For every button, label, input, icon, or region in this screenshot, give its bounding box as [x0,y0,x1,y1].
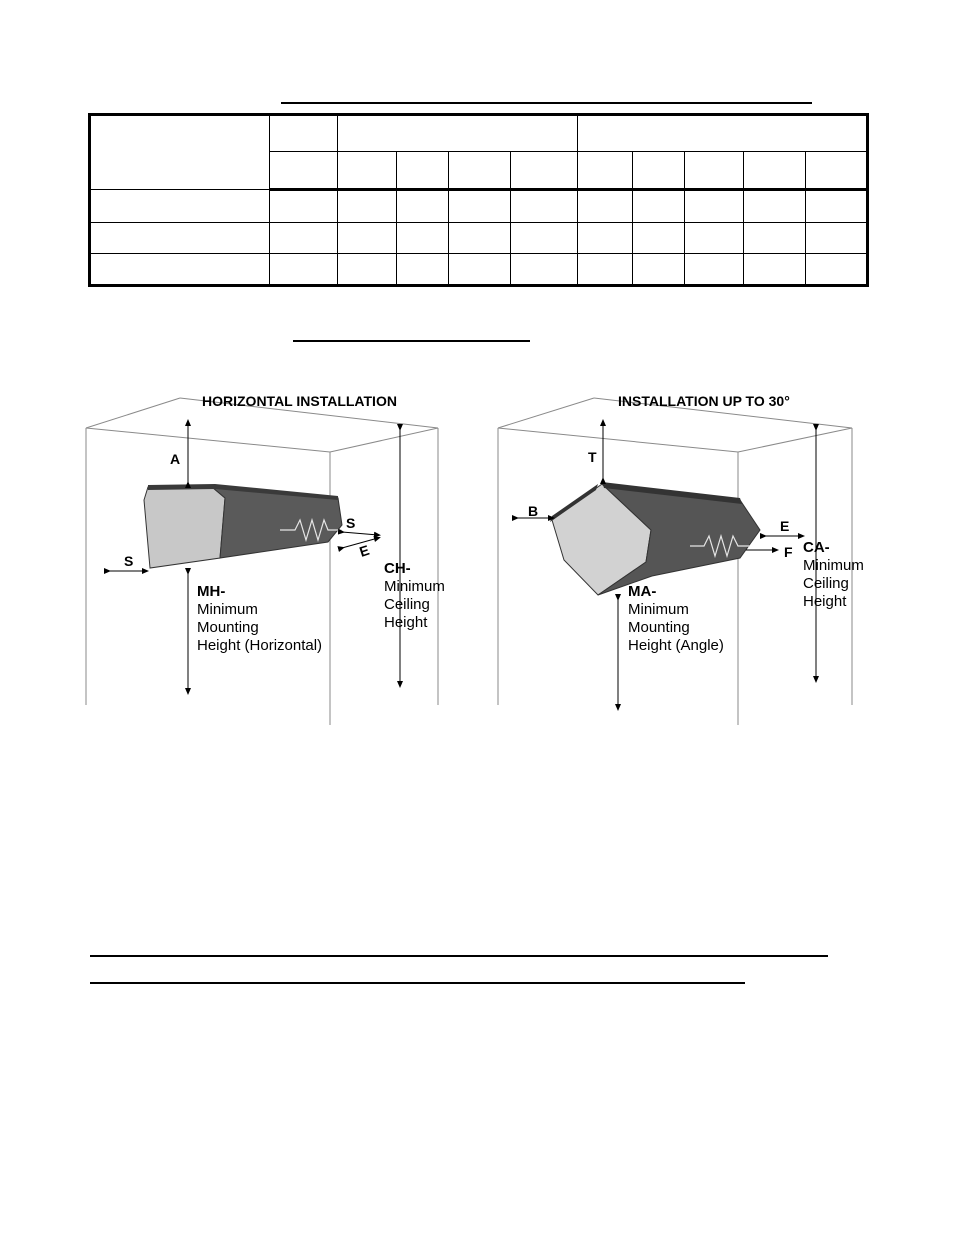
table-cell [685,253,744,285]
header-group-horizontal [338,115,578,152]
table-cell [806,253,868,285]
table-cell [744,190,806,222]
table-cell [338,190,397,222]
footer-rule-2 [90,982,745,984]
header-cell-model [90,115,270,190]
horizontal-installation-diagram [80,380,460,725]
table-cell [511,253,578,285]
ca-caption-code: CA- [803,539,830,556]
label-s-right: S [346,515,356,531]
header-cell [578,152,633,190]
table-cell [270,190,338,222]
table-cell [806,222,868,253]
table-cell [578,190,633,222]
table-cell [578,253,633,285]
table-cell [744,253,806,285]
ch-caption-line: Height [384,614,428,631]
header-cell [685,152,744,190]
table-cell [449,253,511,285]
header-cell [511,152,578,190]
ma-caption-code: MA- [628,583,657,600]
table-cell [270,222,338,253]
ch-caption-line: Minimum [384,578,445,595]
dimension-s-right-arrow [342,532,378,535]
table-cell [270,253,338,285]
label-e: E [357,541,372,560]
table-cell [449,190,511,222]
diagram-title-rule [293,340,530,342]
mh-caption-line: Mounting [197,619,259,636]
horizontal-title: HORIZONTAL INSTALLATION [202,393,397,409]
ca-caption-line: Ceiling [803,575,849,592]
header-cell [633,152,685,190]
header-cell [270,115,338,152]
ch-caption-code: CH- [384,560,411,577]
table-cell [685,190,744,222]
table-cell [511,222,578,253]
table-cell [90,190,270,222]
mh-caption-code: MH- [197,583,226,600]
header-cell [338,152,397,190]
header-cell [270,152,338,190]
ca-caption-line: Height [803,593,847,610]
table-cell [90,253,270,285]
table-cell [397,190,449,222]
mh-caption-line: Height (Horizontal) [197,637,323,654]
header-cell [806,152,868,190]
label-s-left: S [124,553,134,569]
table-cell [397,222,449,253]
table-cell [806,190,868,222]
label-f: F [784,544,793,560]
table-row [90,253,868,285]
ma-caption-line: Minimum [628,601,689,618]
clearance-table [88,113,869,287]
heater-unit-angled [550,482,760,595]
ma-caption-line: Height (Angle) [628,637,724,654]
table-cell [633,222,685,253]
table-cell [90,222,270,253]
header-cell [449,152,511,190]
table-cell [338,253,397,285]
table-cell [633,190,685,222]
label-a: A [170,451,181,467]
table-cell [578,222,633,253]
table-cell [744,222,806,253]
table-row [90,222,868,253]
header-cell [744,152,806,190]
table-cell [511,190,578,222]
label-e: E [780,518,790,534]
mh-caption-line: Minimum [197,601,258,618]
table-cell [338,222,397,253]
heater-unit [144,484,342,568]
footer-rule-1 [90,955,828,957]
header-group-angled [578,115,868,152]
label-t: T [588,449,597,465]
table-header-row-1 [90,115,868,152]
ma-caption-line: Mounting [628,619,690,636]
angled-installation-diagram [494,380,884,725]
table-cell [685,222,744,253]
table-row [90,190,868,222]
header-cell [397,152,449,190]
ca-caption-line: Minimum [803,557,864,574]
angled-title: INSTALLATION UP TO 30° [618,393,790,409]
label-b: B [528,503,539,519]
table-cell [633,253,685,285]
table-cell [397,253,449,285]
ch-caption-line: Ceiling [384,596,430,613]
table-title-rule [281,102,812,104]
table-cell [449,222,511,253]
